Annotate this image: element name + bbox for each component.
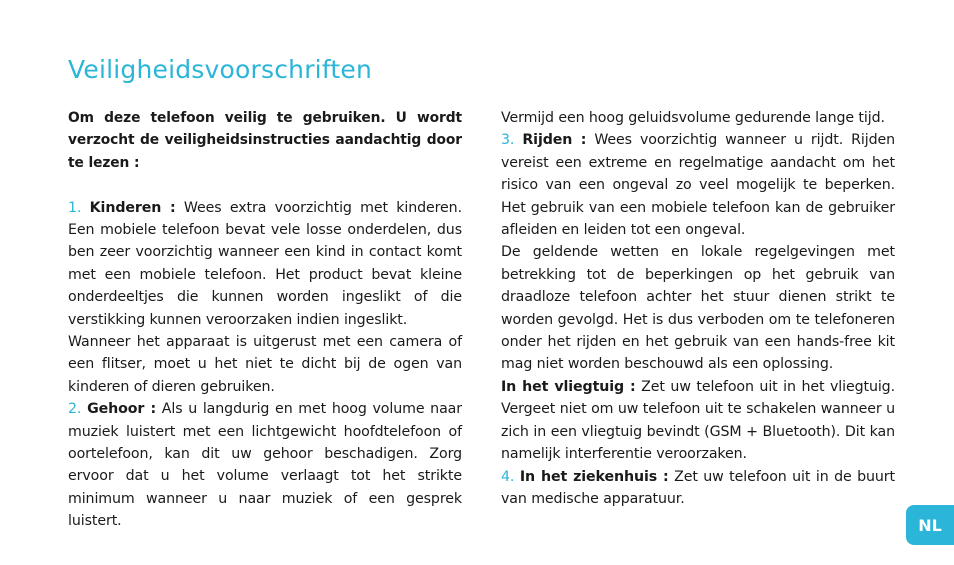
section-number: 1. bbox=[68, 199, 82, 216]
section-heading: Gehoor : bbox=[87, 401, 157, 418]
section-heading: Kinderen : bbox=[89, 199, 176, 216]
section-body: Zet uw telefoon uit in de buurt van medische apparatuur. bbox=[501, 468, 895, 507]
left-column bbox=[68, 107, 462, 533]
section-body: Wees voorzichtig wanneer u rijdt. Rijden vereist een extreme en regelmatige aandacht om het risico van een ongeval zo veel mogelijk te beperken. Het gebruik van een mobiele telefoon kan de gebruiker afleiden en leiden tot een ongeval. bbox=[501, 132, 895, 239]
section-heading: In het ziekenhuis : bbox=[519, 468, 669, 485]
section-heading: In het vliegtuig : bbox=[501, 378, 636, 395]
section-vliegtuig bbox=[501, 376, 895, 466]
section-number: 4. bbox=[501, 468, 515, 485]
section-heading: Rijden : bbox=[522, 132, 587, 149]
section-ziekenhuis bbox=[501, 466, 895, 511]
section-number: 2. bbox=[68, 401, 82, 418]
section-body: Als u langdurig en met hoog volume naar muziek luistert met een lichtgewicht hoofdtelefoon of oortelefoon, kan dit uw gehoor beschadigen. Zorg ervoor dat u het volume verlaagt tot het strikte minimum wanneer u naar muziek of een gesprek luistert. bbox=[68, 401, 462, 530]
section-body: Zet uw telefoon uit in het vliegtuig. Vergeet niet om uw telefoon uit te schakelen wanneer u zich in een vliegtuig bevindt (GSM + Bluetooth). Dit kan namelijk interferentie veroorzaken. bbox=[501, 378, 895, 463]
intro-text: Om deze telefoon veilig te gebruiken. U wordt verzocht de veiligheidsinstructies aandachtig door te lezen : bbox=[68, 110, 462, 171]
section-rijden bbox=[501, 129, 895, 241]
right-column bbox=[501, 107, 895, 510]
section-number: 3. bbox=[501, 132, 515, 149]
paragraph-volume: Vermijd een hoog geluidsvolume gedurende lange tijd. bbox=[501, 110, 885, 126]
section-body: Wees extra voorzichtig met kinderen. Een mobiele telefoon bevat vele losse onderdelen, dus ben zeer voorzichtig wanneer een kind in contact komt met een mobiele telefoon. Het product bevat kleine onderdeeltjes die kunnen worden ingeslikt of die verstikking kunnen veroorzaken indien ingeslikt. bbox=[68, 199, 462, 328]
paragraph-wetten: De geldende wetten en lokale regelgevingen met betrekking tot de beperkingen op het gebruik van draadloze telefoon achter het stuur dienen strikt te worden gevolgd. Het is dus verboden om te telefoneren onder het rijden en het gebruik van een hands-free kit mag niet worden beschouwd als een oplossing. bbox=[501, 244, 895, 373]
language-tab: NL bbox=[906, 505, 954, 545]
page-title: Veiligheidsvoorschriften bbox=[68, 55, 373, 84]
section-kinderen bbox=[68, 197, 462, 331]
section-gehoor bbox=[68, 398, 462, 532]
paragraph-camera: Wanneer het apparaat is uitgerust met een camera of een flitser, moet u het niet te dicht bij de ogen van kinderen of dieren gebruiken. bbox=[68, 334, 462, 395]
